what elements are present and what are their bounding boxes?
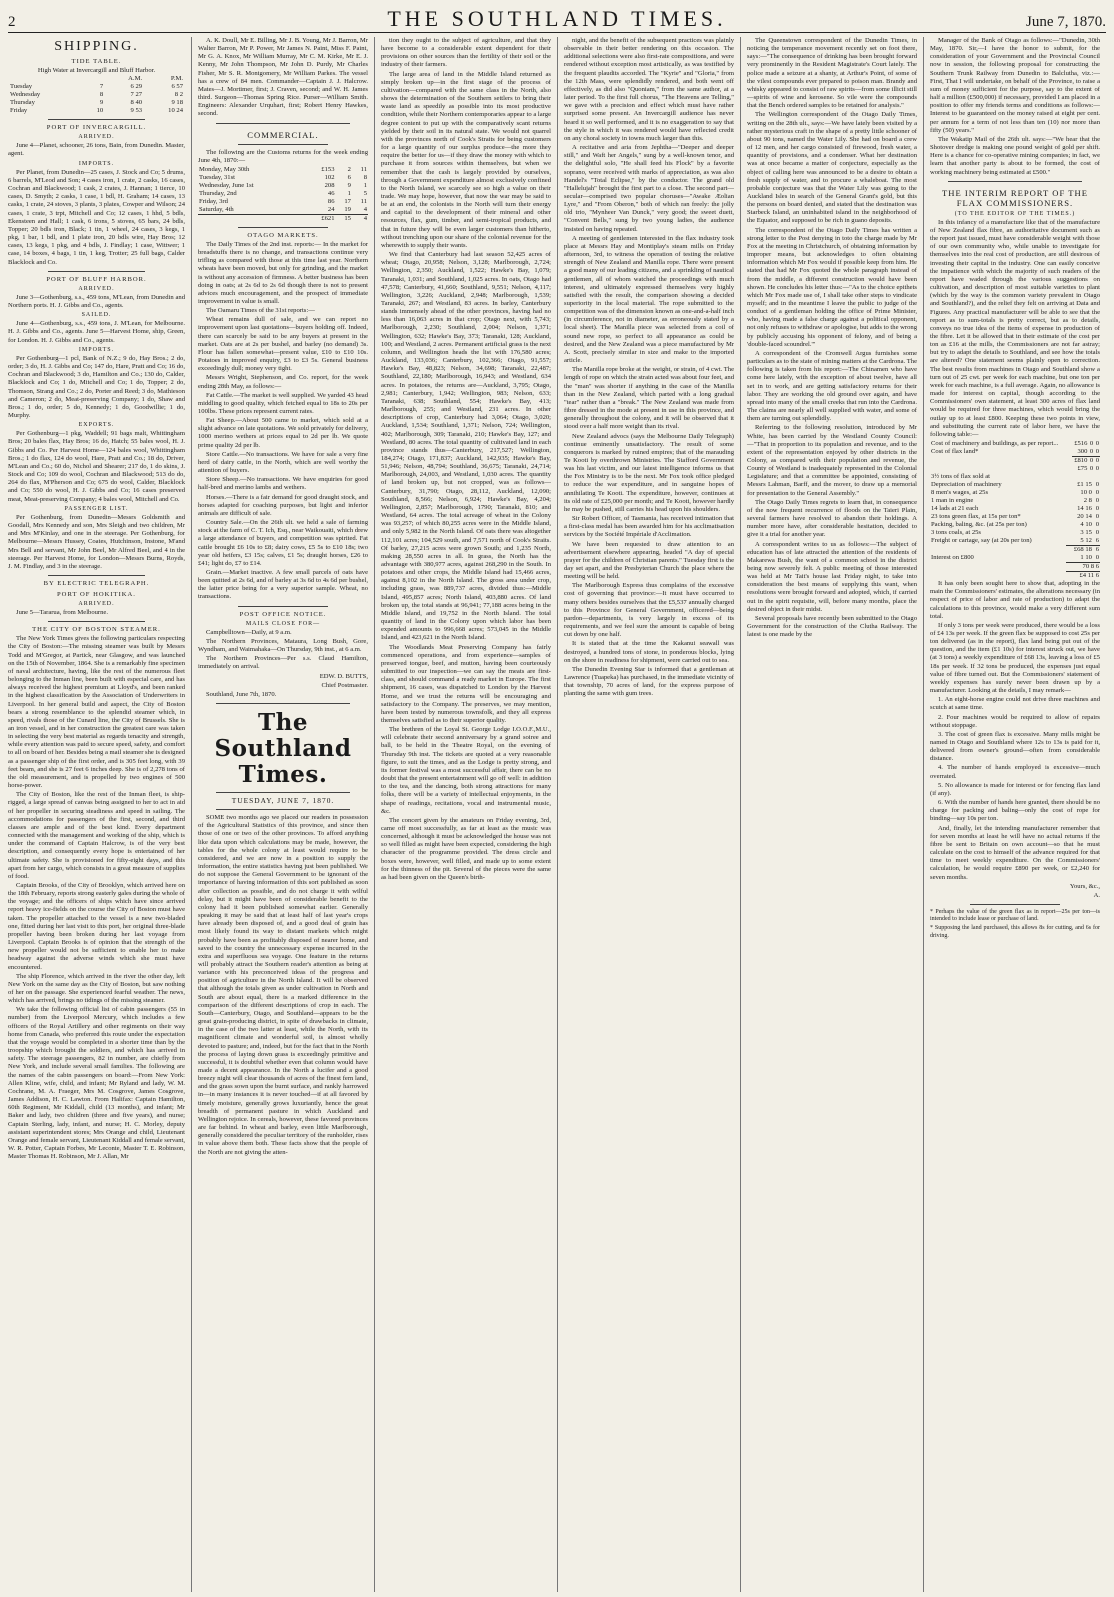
flax-report-heading: THE INTERIM REPORT OF THE FLAX COMMISSIONERS. [942,187,1088,208]
customs-row: Saturday, 4th 24 19 4 [199,205,367,213]
article-paragraph: We take the following official list of cabin passengers (55 in number) from the Liverpool Mercury, which includes a few officers of the Royal Artillery and other regiments on their way home from Canada, who preferred this route under the expectation that the voyage would be completed in a shorter time than by the troopship which brought the soldiers, and which has arrived in safety. The steerage passengers, 82 in number, are chiefly from New York, and include several small families. The following are the names of the cabin passengers on board:—From New York: Allen Kline, wife, child, and infant; Mr Ryland and lady, W. M. Cochrane, M. A. Fraeger, Mrs M. Cosgrove, James Cosgrove, James Addison, H. C. Lawton. From Halifax: Captain Hamilton, 60th Regiment, Mr Kiddall, child (13 months), and infant; Mr Baker and lady, two children (three and five years), and nurse; Captain Sterling, lady, infant, and nurse; H. C. Morley, deputy assistant superintendent stores; Mrs Orange and child, Lieutenant Orange and female servant, Lieutenant Kiddall and female servant, W. R. Potter, Captain Forbes, Mr Leconte, Master T. E. Robinson, Master Thomas H. Robinson, Mr J. Allan, Mr [8,1006,185,1161]
column-grid [8,37,1106,1592]
hokitika-arrivals: June 5—Tararua, from Melbourne. [16,609,109,617]
article-paragraph: Country Sale.—On the 26th ult. we held a sale of farming stock at the farm of C. T. Ich, Esq., near Waikouaiti, which drew a large attendance of buyers, and competition was spirited. Fat cattle brought £6 10s to £8; dairy cows, £5 5s to £10 18s; two year old heifers, £3 15s; calves, £1 5s; draught horses, £26 to £41; light do, £7 to £14. [198,519,368,567]
news-paragraph: The Manilla rope broke at the weight, or strain, of 4 cwt. The length of rope on which the strain acted was about four feet, and the "man" was shorter if anything in the case of the Manilla than in the New Zealand, which parted with a long gradual "tear" rather than a "break." The New Zealand was made from fibre dressed in the mode at present in use in this province, and generally throughout the colony, and it will be observed that it stood over a half more weight than its rival. [564,366,734,431]
column-1 [8,37,191,1592]
port-bluff-heading: PORT OF BLUFF HARBOR. [46,275,147,283]
telegraph-heading: BY ELECTRIC TELEGRAPH. [43,579,150,587]
city-of-boston-heading: THE CITY OF BOSTON STEAMER. [32,626,161,634]
divider [216,703,350,704]
article-paragraph: The New York Times gives the following particulars respecting the City of Boston:—The missing steamer was built by Messrs Todd and M'Gregor, at Partick, near Glasgow, and was launched on the 15th of November, 1864. She is a remarkably fine specimen of naval architecture, having, like the rest of the numerous fleet belonging to the Inman line, been built with especial care, and has always received the highest premium at Lloyd's, and been ranked in the highest classification by the Association of Underwriters in Liverpool. In her general build and aspect, the City of Boston bears a strong resemblance to the splendid steamer which, in speed, rivals those of the Cunard line, the City of Brussels. She is an iron vessel, and in her construction the greatest care was taken in selecting the very best material as regards tenacity and strength, while every attention was paid to secure speed, safety, and comfort to all on board of her. Besides being a mail steamer she is designed as a passenger ship of the first order, and is 305 feet long, with 39 feet beam, and she is 27 feet 6 inches deep. She is of 2,278 tons of the old measurement, and is propelled by two engines of 500 horse-power. [8,635,185,790]
port-invercargill-heading: PORT OF INVERCARGILL. [46,124,147,132]
tide-row: Thursday 9 8 40 9 18 [10,99,183,107]
letter-list-item: 3. The cost of green flax is excessive. Many mills might be named in Otago and Southland where 12s to 13s is paid for it, delivered from owner's ground—often from considerable distance. [930,730,1100,763]
ledger-row: Cost of flax land* 300 0 0 [931,448,1099,456]
news-paragraph: The brethren of the Loyal St. George Lodge I.O.O.F.,M.U., will celebrate their second anniversary by a grand soiree and ball, to be held in the Theatre Royal, on the evening of Thursday 9th inst. The tickets are quoted at a very reasonable figure, to suit the times, and as the Lodge is pretty strong, and its former festival was a most successful affair, there can be no doubt that the present entertainment will go off well: in addition to the tea, and the dancing, both strong attractions for many folks, there will be a variety of intellectual enjoyments, in the shape of readings, recitations, vocal and instrumental music, &c. [381,726,551,815]
ledger-row: 14 lads at 21 each 14 16 0 [931,505,1099,513]
letter-signature: A. [1093,891,1100,899]
footnote: * Supposing the land purchased, this allows 8s for cutting, and 6s for driving. [930,925,1100,939]
news-paragraph: We have been requested to draw attention to an advertisement elsewhere appearing, headed "A day of special prayer for the children of Christian parents." Tuesday first is the day set apart, and the Presbyterian Church the place where the meeting will be held. [564,540,734,581]
tide-row: Tuesday 7 6 29 6 57 [10,83,183,91]
customs-intro: The following are the Customs returns for the week ending June 4th, 1870:— [198,148,368,164]
column-2 [191,37,374,1592]
ledger-interest-row: Interest on £800 1 10 0 [931,554,1099,562]
newspaper-title: THE SOUTHLAND TIMES. [387,6,727,31]
divider [48,621,145,622]
article-paragraph: Grain.—Market inactive. A few small parcels of oats have been quitted at 2s 6d, and of barley at 3s 6d to 4s 6d per bushel, the latter price being for a very superior sample. Wheat, no transactions. [198,568,368,601]
article-paragraph: Messrs Wright, Stephenson, and Co. report, for the week ending 28th May, as follows:— [198,374,368,390]
news-paragraph: Referring to the following resolution, introduced by Mr White, has been carried by the Westland County Council:—"That in proportion to its population and revenue, and to the extent of the representation enjoyed by other districts in the Colony, as compared with their population and revenue, the County of Westland is inadequately represented in the Colonial Legislature; and that a committee be appointed, consisting of Messrs Lahman, Barff, and the mover, to draw up a memorial for presentation to the General Assembly." [747,424,917,497]
arrived-label: ARRIVED. [78,134,115,141]
divider [216,792,350,793]
tide-table-heading: TIDE TABLE. [71,58,122,65]
ledger-row: 8 men's wages, at 25s 10 0 0 [931,489,1099,497]
customs-row: Thursday, 2nd 46 1 5 [199,189,367,197]
divider [238,144,328,145]
ledger-grand-row: 70 8 6 [930,563,1100,572]
news-paragraph: Sir Robert Officer, of Tasmania, has received intimation that a first-class medal has been awarded him for his acclimatisation services by the Société Impériale d'Acclimation. [564,515,734,539]
bluff-exports: Per Gothenburg—1 pkg, Waddell; 91 bags malt, Whittingham Bros; 20 bales flax, Hay Bros; 16 do, Hatch; 55 bales wool, H. J. Gibbs and Co. Per Harvest Home—124 bales wool, Whittingham Bros.; 1 do flax, 124 do wool, Hare, Pratt and Co.; 18 do, Driver, M'Lean and Co.; 60 do, Nichol and Shearer; 217 do, 1 do skins, J. Stock and Co; 109 do wool, Cochran and Blackwood; 513 do do, 264 do flax, M'Pherson and Co; 675 do wool, Calder, Blacklock and Co; 550 do wool, H. J. Gibbs and Co; 16 cases preserved meat, Meat-preserving Company; 4 bales wool, Mitchell and Co. [8,430,185,503]
letter-paragraph: If only 3 tons per week were produced, there would be a loss of £4 13s per week. If the green flax be supposed to cost 25s per ton delivered (as in the report), flax land being put out of the question, and the item (£1 10s) for interest struck out, we have (at 3 tons) a weekly expenditure of £68 13s, leaving a loss of £5 18s per week. If 32 tons be produced, the expenses just equal value of fibre turned out. But the Commissioners' statement of weekly expenses has surely never been drawn up by a manufacturer. Looking at the details, I may remark— [930,621,1100,695]
editorial-paragraph: The large area of land in the Middle Island returned as simply broken up—in the first stage of the process of cultivation—compared with the same class in the North, also shows the determination of the Southern settlers to bring their waste land as speedily as possible into its most productive condition, while their Northern contemporaries appear to a large degree content to put up with the comparatively scant returns yielded by their soil in its natural state. We would not quarrel with the provinces north of Cook's Straits for being customers for a large quantity of our surplus produce—the more they require the better for us—if they draw the money with which to purchase it from sources within themselves, but when we remember that the cash is largely provided by ourselves, through a Government expenditure almost exclusively confined to the North Island, we scarcely see so high a value on their trade. We may hope, however, that now the war may be said to be at an end, the colonists in the North will turn their energy and capital to the development of their mineral and other resources, flax, gum, timber, and semi-tropical products, and that in future they will be even larger customers than hitherto, without trenching upon our share of the colonial revenue for the wherewith to supply their wants. [381,70,551,249]
ledger-row: Packing, baling, &c. (at 25s per ton) 4 10 0 [931,521,1099,529]
ledger-result-row: £4 11 6 [930,572,1100,581]
mails-close-label: MAILS CLOSE FOR— [245,620,321,627]
news-paragraph: Manager of the Bank of Otago as follows:—"Dunedin, 30th May, 1870. Sir,—I have the honor to submit, for the consideration of your Government and the Provincial Council now in session, the following proposal for constructing the Southern Trunk Railway from Dunedin to Balclutha, viz.:—First, That I will undertake, on behalf of the Province, to raise a sum of money sufficient for the purpose, say to the extent of half a million (£500,000) if necessary, provided I am placed in a position to offer my friends terms and conditions as follows:—Interest to be guaranteed on the money raised at eight per cent. per annum for a term of not less than ten (10) nor more than fifty (50) years." [930,37,1100,134]
customs-row: Friday, 3rd 86 17 11 [199,197,367,205]
news-paragraph: A correspondent writes to us as follows:—The subject of education has of late attracted the attention of the residents of Makarewa Bush, the want of a common school in the district being now severely felt. A public meeting of those interested was held at Mr Tait's house last Friday night, to take into consideration the best means of supplying this want, when resolutions were brought forward and adopted, which, if carried out in the spirit requisite, will, before many months, place the desired object in their midst. [747,540,917,613]
column-5 [740,37,923,1592]
news-paragraph: The Marlborough Express thus complains of the excessive cost of governing that province:—It must have occurred to many others besides ourselves that the £5,537 annually charged to this Province for General Government, officered—being pardon—departments, is very largely in excess of its requirements, and we feel sure the amount is capable of being cut down by one half. [564,582,734,639]
divider [948,181,1082,182]
postmaster-title: Chief Postmaster. [321,681,368,689]
news-paragraph: Several proposals have recently been submitted to the Otago Government for the construction of the Clutha Railway. The latest is one made by the [747,614,917,639]
mail-line: Campbelltown—Daily, at 9 a.m. [206,628,292,636]
page-number: 2 [8,14,16,30]
ledger-row: Cost of machinery and buildings, as per report... £516 0 0 [931,440,1099,448]
news-paragraph: A correspondent of the Cromwell Argus furnishes some particulars as to the state of mining matters at the Cardrona. The following is taken from his report:—The Chinamen who have come here lately, with the exception of about twelve, have all set in to work, and are getting satisfactory returns for their labor. They are working the old ground over again, and have spread into many of the small creeks that run into the Cardrona. The claims are nearly all well supplied with water, and some of them are turning out splendidly. [747,349,917,423]
column-6 [923,37,1106,1592]
exports-label: EXPORTS. [78,422,115,429]
imports-label: IMPORTS. [78,160,115,167]
article-paragraph: The Daily Times of the 2nd inst. reports:— In the market for breadstuffs there is no change, and transactions continue very trifling as compared with those at this time last year. Northern wheats have been moved, but only for grinding, and the market is without any accession of firmness. A better business has been doing in oats; at 2s 6d to 2s 6d though there is not to present advices much encouragement, and the prospect of immediate improvement in value is small. [198,240,368,305]
article-paragraph: The Oamaru Times of the 31st reports:— [206,307,315,315]
tide-am-header: A.M. [128,75,143,83]
post-dateline: Southland, June 7th, 1870. [206,690,277,698]
divider [48,271,145,272]
bluff-arrivals: June 3—Gothenburg, s.s., 459 tons, M'Lean, from Dunedin and Northern ports. H. J. Gibbs and Co., agents. [8,293,185,309]
news-paragraph: The correspondent of the Otago Daily Times has written a strong letter to the Post denying in toto the charge made by Mr Fox at the meeting in Christchurch, of obtaining information by improper means, but acknowledges to often obtaining information which Mr Fox would if possible keep from him. He stated that had Mr Fox quoted the whole paragraph instead of from the middle, a different construction would have been shown. He concludes his letter thus:—"As to the choice epithets which Mr Fox made use of, I shall take other steps to vindicate myself; and in the meantime I leave the public to judge of the conduct of a gentleman holding the office of Prime Minister, who, having made a false charge against a political opponent, not only refuses to withdraw or apologise, but adds to the wrong by publicly accusing his opponent of felony, and of being a 'double-faced scoundrel.'" [747,226,917,348]
port-hokitika-heading: PORT OF HOKITIKA. [57,590,136,598]
tide-row: Wednesday 8 7 27 8 2 [10,91,183,99]
news-paragraph: New Zealand advocs (says the Melbourne Daily Telegraph) continue eminently unsatisfactory. The result of some conquerors is marked by ruined empires; that of the marauding Te Kooti by overthrown Ministries. The Stafford Government was his last victim, and our latest intelligence informs us that the Fox Ministry is to be the next. Mr Fox took office pledged to reduce the war expenditure, and in sanguine hopes of annihilating Te Kooti. The expenditure, however, continues at its old rate of £25,000 per month; and Te Kooti, however hardly he may be pushed, still carries his head upon his shoulders. [564,432,734,513]
letter-list-item: 5. No allowance is made for interest or for fencing flax land (if any). [930,781,1100,797]
customs-row: Monday, May 30th £153 2 11 [199,165,367,173]
divider [48,575,145,576]
ledger-row: 3 tons coals, at 25s 3 15 0 [931,529,1099,537]
article-paragraph: Store Cattle.—No transactions. We have for sale a very fine herd of dairy cattle, in the North, which are well worthy the attention of buyers. [198,450,368,475]
column-3 [374,37,557,1592]
letter-paragraph: In this infancy of a manufacture like that of the manufacture of New Zealand flax fibre, an authoritative document such as the report just issued, must have considerable weight with those of our own community who, while unable to investigate for themselves into the real cost of production, are still desirous of investing their capital in the industry. One can easily conceive the impatience with which the majority of such readers of the report have waded through the various suggestions on cultivation, and description of most suitable varieties to plant (which by the way is the common variety prevalent in Otago and Southland?), and the relief they felt on arriving at Data and Figures. Any practical manufacturer will be able to see that the report as to sum-totals is pretty correct, but as to details, conveys no true idea of the items of expense in production of the fibre. Let it be allowed that in their estimate of the cost per ton as £16 at the mills, the Commissioners are not far astray; but try to adapt the details to Southland, and see how the totals are altered? One statement seems plainly open to correction. The best results from machines in Otago and Southland show a turn out of 25 cwt. per week for each machine, but one ton per week for each machine, is a full average. Again, no allowance is made for interest on capital, though according to the Commissioners' own statement, at least 300 acres of flax land would be required for three machines, which would bring the outlay up to at least £800. Keeping these two points in view, and substituting the current rate of labor here, we have the following table:— [930,218,1100,438]
article-paragraph: The ship Florence, which arrived in the river the other day, left New York on the same day as the City of Boston, but saw nothing of her on the passage. She experienced fearful weather. The news, which has arrived, brings no tidings of the missing steamer. [8,972,185,1005]
invercargill-arrivals: June 4—Planet, schooner, 26 tons, Bain, from Dunedin. Master, agent. [8,142,185,158]
news-paragraph: The Dunedin Evening Star is informed that a gentleman at Lawrence (Tuapeka) has purchased, in the immediate vicinity of that township, 70 acres of land, for the express purpose of planting the same with gum trees. [564,665,734,698]
customs-row: Wednesday, June 1st 208 9 1 [199,181,367,189]
news-paragraph: It is stated that at the time the Kakanui seawall was destroyed, a hundred tons of stone, in ponderous blocks, lying on the shore in readiness for shipment, were carried out to sea. [564,640,734,664]
ledger-total-row: £810 0 0 [930,457,1100,466]
passenger-list: Per Gothenburg, from Dunedin—Messrs Goldsmith and Goodall, Mrs Kennedy and son, Mrs Sleigh and two children, Mr and Mrs M'Kinlay, and one in the steerage. Per Gothenburg, for Melbourne—Messrs Hussey, Coates, Hutchinson, Instone, M'and Mrs Bell and servant, Mr John Beel, Mr Alfred Beel, and 4 in the steerage. Per Harvest Home, for London—Messrs Burns, Royds, J. M. Findlay, and 3 in the steerage. [8,513,185,570]
news-paragraph: A meeting of gentlemen interested in the flax industry took place at Messrs Hay and Montiplay's steam mills on Friday afternoon, 3rd, to witness the operation of testing the relative strength of New Zealand and Manilla rope. There were present a good many of our leading citizens, and a sprinkling of nautical gentlemen, all of whom watched the proceedings with much interest, and ultimately expressed themselves very highly satisfied with the result, the comparison showing a decided superiority in the local material. The rope submitted to the competition was of the dimension known as one-and-a-half inch (in circumference, not in diameter, as erroneously stated by a local sheet). The Manilla piece was selected from a coil of sound new rope, so perfect to all appearance as could be desired, and the New Zealand was a piece manufactured by Mr A. Scott, precisely similar in size and make to the imported article. [564,234,734,365]
article-paragraph: Captain Brooks, of the City of Brooklyn, which arrived here on the 18th February, reports strong easterly gales during the whole of the voyage; and the officers of ships which have since arrived report heavy ice-fields on the course the City of Boston must have taken. The propeller attached to the vessel is a new two-bladed one, fitted during her last visit to this port, her original three-blade propeller having been broken during her last voyage from Liverpool. Captain Brooks is of opinion that the strength of the new propeller would not be sufficient to enable her to make headway against the adverse winds which she must have encountered. [8,881,186,971]
arrived-label: ARRIVED. [78,600,115,607]
divider [48,119,145,120]
postmaster-name: EDW. D. BUTTS, [319,672,368,680]
ledger-row: £75 0 0 [1077,465,1099,473]
customs-returns-table [198,166,368,223]
flax-weekly-table [930,473,1100,580]
ledger-total-row: £68 18 6 [930,546,1100,555]
news-paragraph: The concert given by the amateurs on Friday evening, 3rd, came off most successfully, as far at least as the music was concerned, although it must be acknowledged the house was not so well filled as might have been expected, considering the high character of the programme provided. The dress circle and boxes were, however, well filled, and made up to some extent for the thinness of the pit. Several of the pieces were the same as had been given on the Queen's birth- [381,816,551,881]
tide-row: Friday 10 9 53 10 24 [10,107,183,115]
article-paragraph: Fat Sheep.—About 500 came to market, which sold at a slight advance on late quotations. We sold privately for delivery, 1000 merino wethers at prices equal to 2d per lb. We quote prime quality 2d per lb. [198,417,368,449]
post-office-heading: POST OFFICE NOTICE. [239,610,327,618]
ledger-row: Depreciation of machinery £1 15 0 [931,481,1099,489]
tide-caption: High Water at Invercargill and Bluff Harbor. [37,67,156,74]
divider [238,606,328,607]
tide-pm-header: P.M. [170,75,183,83]
to-editor-label: (TO THE EDITOR OF THE TIMES.) [954,210,1076,217]
nameplate: The Southland Times. [214,709,352,788]
flax-cost-table [930,440,1100,473]
mail-line: The Northern Provinces, Mataura, Long Bush, Gore, Wyndham, and Waimahaka—On Thursday, 9th inst., at 6 a.m. [198,637,368,654]
ledger-row: 3½ tons of flax sold at [931,473,990,481]
passenger-list-label: PASSENGER LIST. [64,505,129,512]
letter-paragraph: It has only been sought here to show that, adopting in the main the Commissioners' estimates, the alterations necessary (in respect of price of labor and rate of production) to adapt the calculations to this province, would make a very different sum total. [930,580,1100,620]
news-paragraph: The Wellington correspondent of the Otago Daily Times, writing on the 28th ult., says:—We have lately been visited by a rather mysterious craft in the shape of a pretty little schooner of about 90 tons, named the Water Lily. She had on board a crew of 12 men, and her cargo consisted of firewood, fresh water, a quantity of provisions, and a condenser. What her destination was at once became a matter of conjecture, especially as the object of calling here was announced to be a desire to obtain a fresh supply of water, and to procure a whaleboat. The most probable conjecture was that the Water Lily was going to the Auckland Isles in search of the General Grant's gold, but this the persons on board denied, and stated that the destination was Starbeck Island, an uninhabited island in the neighborhood of the Equator, and supposed to be rich in guano deposits. [747,111,917,225]
footnote: * Perhaps the value of the green flax as in report—25s per ton—is intended to include lease or purchase of land. [930,908,1100,923]
news-paragraph: The Woodlands Meat Preserving Company has fairly commenced operations, and from experience—samples of preserved tongue, beef, and mutton, having been courteously submitted to our inspection—we can say the meats are first-class, and should command a ready market in Europe. The first shipment, 16 cases, was dispatched to London by the Harvest Home, and we trust the returns will be encouraging and satisfactory to the Company. The preserves, we may mention, have been tested by numerous townsfolk, and they all express themselves satisfied as to their superior quality. [381,643,551,724]
divider [216,123,350,124]
editorial-paragraph: SOME two months ago we placed our readers in possession of the Agricultural Statistics of this province, and since then those of one or two of the other provinces. To afford anything like data upon which calculations may be made, however, the tables for the whole colony at least would require to be considered, and we are now in a position to supply the information, the entire statistics having just been published. We do not suppose the General Government to be ignorant of the importance of having information of this sort published as soon after collection as possible, and do not charge it with wilful delay, but it might have been of considerable benefit to the colony had it been published somewhat earlier. Generally speaking it may be said that at least half of last year's crops have already been disposed of, and a good deal of grain has most likely found its way to distant markets which might probably have been as profitably disposed of nearer home, and saved to the country the unnecessary expense incurred in the extra and superfluous sea voyage. One feature in the returns will probably attract the Southern reader's attention as being at variance with his preconceived ideas of the progress and position of agriculture in the North Island. It will be observed that although the totals given as under cultivation in North and South are about equal, there is a marked difference in the comparison of the different descriptions of crop in each. The South—Canterbury, Otago, and Southland—appears to be the great grain-producing district, in spite of drawbacks in climate, in the case of the two latter at least, while the North, with its magnificent climate and wonderful soil, is almost wholly devoted to pasture; and, indeed, but for the fact that in the North the process of laying down grass is exceedingly primitive and successful, it is doubtful whether even that column would have made a decent appearance. In the North a lucifer and a good breezy night will clear thousands of acres of the finest fern land, and the grass sown upon the burnt surface, and rankly harrowed in—in many instances it is never touched—if at all favored by timely moisture, generally grows luxuriantly, hence the great breadth of permanent pasture in which Auckland and Wellington rejoice. In cereals, however, these favored provinces are far behind. In wheat and barley, even little Marlborough, generally considered the peculiar territory of the runholder, rises in value above them both. These facts show that the people of the North are not giving the atten- [198,814,368,1156]
running-header [8,6,1106,33]
mail-line: The Northern Provinces—Per s.s. Claud Hamilton, immediately on arrival. [198,655,368,671]
article-paragraph: Wheat remains dull of sale, and we can report no improvement upon last quotations—buyers holding off. Indeed, there can scarcely be said to be any buyers at present in the market. Oats are at 2s per bushel, and barley (no demand) 3s. Flour has fallen somewhat—present value, £10 to £10 10s. Potatoes in improved enquiry, £3 to £3 5s. General business exceedingly dull; money very tight. [198,316,368,373]
ledger-row: 23 tons green flax, at 15s per ton* 20 14 0 [931,513,1099,521]
news-paragraph: night, and the benefit of the subsequent practices was plainly observable in their better rendering on this occasion. The additional selections were also first-rate compositions, and were rendered without exception most artistically, as was testified by the frequent plaudits accorded. The "Kyrie" and "Gloria," from the 12th Mass, were splendidly rendered, and both went off effectively, as did also "Quoniam," from the same author, at a later period. To the first full chorus, "The Heavens are Telling," we gave with a precision and effect which must have rather surprised some present. An Invercargill audience has never heard it so well performed, and it is no exaggeration to say that the style in which it was rendered would have reflected credit on any choral society in towns much larger than this. [564,37,734,142]
news-paragraph: The Queenstown correspondent of the Dunedin Times, in noticing the temperance movement recently set on foot there, says:—"The consequence of drinking has been brought forward very prominently in the Resident Magistrate's Court lately. The police made a seizure at a shanty, at Arthur's Point, of some of the vilest compounds ever prepared to poison man. Brandy and whisky appeared to consist of raw spirits—from some illicit still—spirits of wine and kerosene. So vile were the compounds that the Bench ordered samples to be retained for analysis." [747,37,917,110]
editorial-dateline: TUESDAY, JUNE 7, 1870. [231,796,335,805]
commercial-heading: COMMERCIAL. [247,129,319,140]
news-paragraph: The Wakatip Mail of the 26th ult. says:—"We hear that the Shotover dredge is making one pound weight of gold per shift. Here is a chance for co-operative mining companies; in fact, we learn that another party is about to be formed, the cost of working machinery being estimated at £500." [930,135,1100,176]
customs-total-row: £621 15 4 [198,214,368,223]
article-paragraph: A. K. Doull, Mr E. Billing, Mr J. B. Young, Mr J. Barron, Mr Walter Barron, Mr P. Power, Mr James N. Paint, Miss F. Paint, Mr G. A. Knox, Mr William Murray, Mr C. M. Kirke, Mr E. J. Kenny, Mr John Thompson, Mr John D. Purdy, Mr Charles Fisher, Mr S. R. Montgomery, Mr William Parkes. The vessel has a crew of 84 men. Commander—Captain J. J. Halcrow. Mates—J. Mortimer, first; J. Craven, second; and W. H. James third. Surgeon—Thomas Spring Rice. Purser—William Smith. Engineers: Alexander Urquhart, first; Robert Henry Hawkes, second. [198,37,368,118]
letter-paragraph: And, finally, let the intending manufacturer remember that for seven months at least he will have no actual returns if the fibre be sent to Britain on own account—so that he must calculate on the cost to himself of the advance required for that time to meet weekly expenditure. On the Commissioners' calculation, he would require £890 per week, or £2,240 for seven months. [930,824,1100,881]
otago-markets-heading: OTAGO MARKETS. [247,231,319,239]
editorial-paragraph: We find that Canterbury had last season 52,425 acres of wheat; Otago, 20,958; Nelson, 3,128; Marlborough, 2,724; Wellington, 2,350; Auckland, 1,522; Hawke's Bay, 1,079; Taranaki, 1,031; and Southland, 1,025 acres. In oats, Otago had 47,578; Canterbury, 41,660; Southland, 9,551; Nelson, 4,117; Wellington, 3,226; Auckland, 2,948; Marlborough, 1,539; Taranaki, 267; and Westland, 83 acres. In barley, Canterbury stands immensely ahead of the other provinces, having had no less than 16,063 acres in that crop; Otago next, with 5,743; Marlborough, 2,230; Southland, 2,004; Nelson, 1,371; Wellington, 632; Hawke's Bay, 373; Taranaki, 128; Auckland, 100; and Westland, 2 acres. Permanent artificial grass is the next column, and Wellington heads the list with 176,580 acres; Auckland, 133,036; Canterbury, 102,366; Otago, 91,557; Hawke's Bay, 48,823; Nelson, 34,698; Taranaki, 22,487; Southland, 22,180; Marlborough, 16,943; and Westland, 634 acres. In potatoes, the returns are—Auckland, 3,795; Otago, 2,981; Canterbury, 1,942; Wellington, 983; Nelson, 633; Taranaki, 638; Southland, 554; Hawke's Bay, 413; Marlborough, 255; and Westland, 231 acres. In other descriptions of crop, Canterbury had 3,064; Otago, 3,020; Auckland, 1,534; Southland, 1,371; Nelson, 724; Wellington, 402; Marlborough, 309; Taranaki, 210; Hawke's Bay, 127; and Westland, 80 acres. The total quantity of cultivated land in each province stands thus—Canterbury, 217,527; Wellington, 184,274; Otago, 171,837; Auckland, 142,935; Hawke's Bay, 51,946; Nelson, 48,794; Southland, 36,675; Taranaki, 24,714; Marlborough, 24,003, and Westland, 1,030 acres. The quantity of land broken up, but not cropped, was as follows—Canterbury, 31,790; Otago, 28,112, Auckland, 12,090; Southland, 8,566; Nelson, 6,924; Hawke's Bay, 4,204; Wellington, 2,857; Marlborough, 1790; Taranaki, 810; and Westland, 64 acres. The total acreage of wheat in the Colony was 93,257; of which 80,255 acres were in the Middle Island, and only 5,982 in the North Island. Of oats there was altogether 112,101 acres; 104,529 south, and 7,571 north of Cook's Straits. Of barley, 27,215 acres were grown South; and 1,235 North, making 28,550 acres in all. In grass, the North has the advantage with 380,977 acres, against 268,290 in the South. In potatoes and other crops, the Middle Island had 15,466 acres, against 8,102 in the North Island. The gross area under crop, including grass, was 889,737 acres, divided thus:—Middle Island, 495,857 acres; North Island, 403,880 acres. Of land broken up, the total stands at 96,941; 77,188 acres being in the Middle Island, and 19,752 in the North Island. The total quantity of land in the Colony upon which labor has been expended amounts to 996,668 acres; 573,045 in the Middle Island, and 423,621 in the North Island. [381,251,552,642]
editorial-paragraph: tion they ought to the subject of agriculture, and that they have become to a considerable extent dependent for their provisions on other sources than the fertility of their soil or the industry of their farmers. [381,37,551,69]
letter-valediction: Yours, &c., [1069,882,1100,890]
tide-table [8,75,185,115]
divider [238,227,328,228]
divider [970,904,1060,905]
letter-list-item: 1. An eight-horse engine could not drive three machines and scutch at same time. [930,696,1100,712]
news-paragraph: The Otago Daily Times regrets to learn that, in consequence of the now frequent recurrence of floods on the Taieri Plain, several farmers have resolved to abandon their holdings. A number more have, after considerable hesitation, decided to give it a trial for another year. [747,498,917,539]
letter-list-item: 2. Four machines would be required to allow of repairs without stoppage. [930,713,1100,729]
bluff-imports: Per Gothenburg—1 pcl, Bank of N.Z.; 9 do, Hay Bros.; 2 do, order; 3 do, H. J. Gibbs and Co; 147 do, Hare, Pratt and Co; 16 do, Cochran and Blackwood; 3 do, Hamilton and Co.; 130 do, Calder, Blacklock and Co; 1 do, Mitchell and Co; 1 do, Topper; 2 do, Thomson, Strang and Co.; 2 do, Porter and Reed; 3 do, Mathieson and Cameron; 2 do, Meat-preserving Company; 1 do, Shaw and Bros.; 1 do, order; 5 do, Kennedy; 1 do, Goodwillie; 1 do, Murphy. [8,354,185,419]
letter-list-item: 6. With the number of hands here granted, there should be no charge for packing and baling—only the cost of rope for binding—say 10s per ton. [930,799,1100,823]
article-paragraph: Store Sheep.—No transactions. We have enquiries for good half-bred and merino lambs and wethers. [198,476,368,492]
bluff-sailings: June 4—Gothenburg, s.s., 459 tons, J. M'Lean, for Melbourne. H. J. Gibbs and Co., agents. June 5—Harvest Home, ship, Green, for London. H. J. Gibbs and Co., agents. [8,320,185,344]
letter-list-item: 4. The number of hands employed is excessive—much overrated. [930,764,1100,780]
ledger-row: Freight or cartage, say (at 20s per ton) 5 12 6 [931,537,1099,545]
tide-header-row [8,75,185,83]
article-paragraph: The City of Boston, like the rest of the Inman fleet, is ship-rigged, a large spread of canvas being assigned to her to act in aid of her propeller in securing steadiness and speed in sailing. The accommodations for passengers of the first, second, and third classes are ample and of the best kind. Every department connected with the management and working of the ship, which is under the command of Captain Halcrow, is of the very best description, and consequently every hope is entertained of her ultimate safety. She is provisioned for fifty-eight days, and this apart from her cargo, which consists in a great measure of supplies of food. [8,791,185,880]
article-paragraph: Horses.—There is a fair demand for good draught stock, and horses adapted for coaching purposes, but light and inferior animals are difficult of sale. [198,493,368,517]
divider [216,809,350,810]
customs-row: Tuesday, 31st 102 6 8 [199,173,367,181]
column-4 [557,37,740,1592]
article-paragraph: Fat Cattle.—The market is well supplied. We yarded 43 head middling to good quality, which fetched equal to 18s to 20s per 100lbs. These prices represent current rates. [198,391,368,415]
imports-label: IMPORTS. [78,346,115,353]
arrived-label: ARRIVED. [78,285,115,292]
sailed-label: SAILED. [81,312,112,319]
news-paragraph: A recitative and aria from Jephtha—"Deeper and deeper still," and Waft her Angels," sung by a well-known tenor, and the delightful solo, "He shall feed his Flock" by a favorite soprano, were received with marks of appreciation, as was also Handel's "Total Eclipse," by the conductor. The grand old "Hallelujah" brought the first part to a close. The second part—secular—comprised two popular choruses—"Awake Æolian Lyre," and "From Oberon," both of which ran freely: the jolly old trio, "Mynheer Van Dunck," very good; the sweet duett, "Convent Bells," sung by two young ladies, the audience insisted on having repeated. [564,144,734,233]
shipping-heading: SHIPPING. [54,39,139,54]
invercargill-imports: Per Planet, from Dunedin—25 cases, J. Stock and Co; 5 drums, 6 barrels, M'Leod and Son; 4 cases iron, 1 crate, 2 casks, 16 cases, Cochran and Blackwood; 1 cask, 2 crates, J. Hannan; 1 tierce, 10 cases, D. Smyth; 2 casks, 1 case, 1 bdl, H. Graham; 14 cases, 13 casks, 1 crate, 24 stoves, 3 plants, 3 plates, Cowper and Wilson; 24 cases, 1 crate, 3 trpt, Mitchell and Co; 12 cases, 1 hhd, 5 bdls, Ekensteen and Hall; 1 cask, 6 irons, 5 stoves, 65 bars, 24 bdls, Topper; 20 bdls iron, Black; 1 tin, 1 wheel, 24 cases, 3 kegs, 1 pkg, 1 bar, 1 bdl, and 1 plate iron, 20 bdls wire, Hay Bros; 12 cases, 13 kegs, 1 pkg, and 4 bdls, J. Findlay; 1 case, Wittwer; 1 case, 14 boxes, 4 bags, 1 tin, 1 keg, Trotter; 25 full bags, Calder Blacklock and Co. [8,168,185,266]
ledger-row: 1 man in engine 2 8 0 [931,497,1099,505]
issue-date-header: June 7, 1870. [1026,14,1106,30]
